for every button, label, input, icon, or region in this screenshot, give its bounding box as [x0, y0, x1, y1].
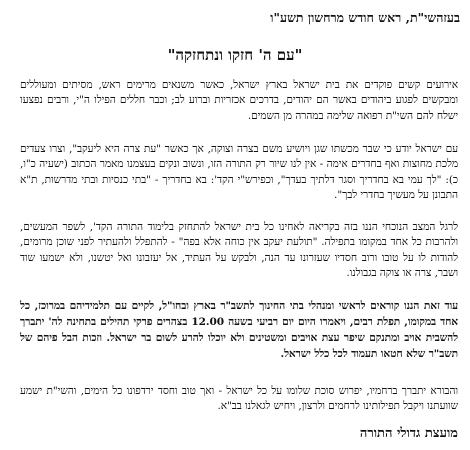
paragraph-3: לרגל המצב הנוכחי הננו בזה בקריאה לאחינו כל בית ישראל להתחזק בלימוד התורה הקד', לשפר המעשים, ולהרבות כל אחד במקומו בתפילה. "תולעת יעקב אין כוחה אלא בפה" - להתפלל ולהעתיר לפני שוכן מרומים, להודות לו על טובו ורוב חסדיו שעזרונו עד הנה, ולבקש על העתיד, אל יעזבונו ואל יטשנו, ולא ישמעו שוד ושבר, צרה או צוקה בגבולנו. [20, 221, 458, 280]
paragraph-5-closing: והבורא יתברך ברחמיו, יפרוש סוכת שלומו על כל ישראל - ואך טוב וחסד ירדפונו כל הימים, והשי"ת ישמע שוועתנו ויקבל תפילותינו לרחמים ולרצון, ויחיש לגאלנו בב"א. [20, 385, 458, 413]
signature: מועצת גדולי התורה [359, 426, 458, 441]
page-title: "עם ה' חזקו ונתחזקה" [167, 46, 303, 64]
paragraph-1: אירועים קשים פוקדים את בית ישראל בארץ ישראל, כאשר משנאים מרימים ראש, מסיתים ומעוללים ומבקשים לפגוע ביהודים באשר הם יהודים, בדרכים אכזריות וברוע לב; וכבר חללים הפילו ה"י, ורבים נפצעו ישלח להם השי"ת רפואה שלימה במהרה מן השמים. [20, 79, 458, 122]
paragraph-4-call-to-action: עוד זאת הננו קוראים לראשי ומנהלי בתי החינוך לתשב"ר בארץ ובחו"ל, לקיים עם תלמידיהם במרוכז, כל אחד במקומו, תפלת רבים, ויאמרו היום יום רביעי בשעה 12.00 בצהרים פרקי תהילים בתחינה לה' יתברך להשבית אויב ומתנקם שיפר עצת אויבים ומשטינים ולא יוכלו להרע לשום בר ישראל. וזכות הבל פיהם של תשב"ר שלא חטאו תעמוד לכל כלל ישראל. [20, 300, 458, 360]
paragraph-2: עם ישראל יודע כי שבר מכשתו שגן ויושיע משם בצרה וצוקה, אך כאשר "עת צרה היא ליעקב", וצרו צעדים מלכת מחוצות ואף בחדרים אימה - אין לנו שיור רק התורה הזו, ונשוב ונקים בעצמנו מאמר הכתוב (ישעיה כ"ו, כ): "לך עמי בא בחדריך וסגר דלתיך בעדך", וכפירש"י הקד': בא בחדריך - "בתי כנסיות ובתי מדרשות, ת"א התבונן על מעשיך בחדרי לבך". [20, 143, 458, 202]
date-line: בעזהשי"ת, ראש חודש מרחשון תשע"ו [270, 10, 460, 25]
